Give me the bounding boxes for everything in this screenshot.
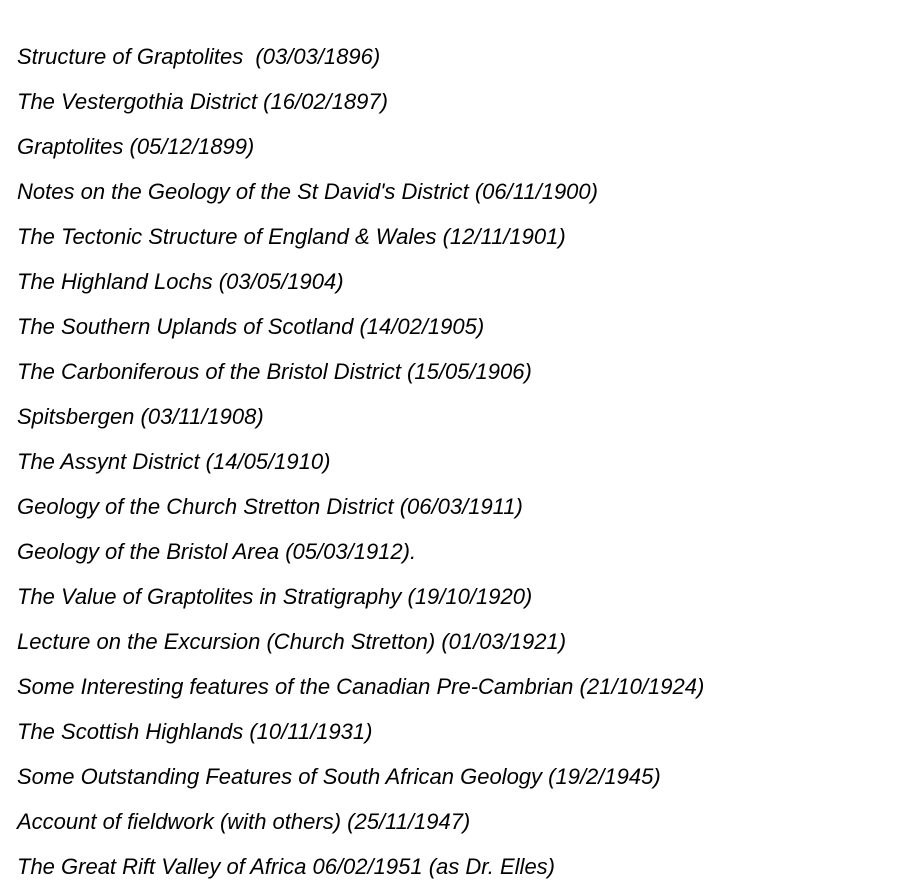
list-item: Notes on the Geology of the St David's District (06/11/1900) xyxy=(17,179,598,204)
list-item: Lecture on the Excursion (Church Stretton) (01/03/1921) xyxy=(17,629,567,654)
list-item: The Tectonic Structure of England & Wales (12/11/1901) xyxy=(17,224,566,249)
list-item: Some Outstanding Features of South African Geology (19/2/1945) xyxy=(17,764,661,789)
list-item: The Scottish Highlands (10/11/1931) xyxy=(17,719,373,744)
list-item: Spitsbergen (03/11/1908) xyxy=(17,404,264,429)
list-item: Structure of Graptolites (03/03/1896) xyxy=(17,44,381,69)
list-item: The Value of Graptolites in Stratigraphy (19/10/1920) xyxy=(17,584,533,609)
list-item: Graptolites (05/12/1899) xyxy=(17,134,255,159)
list-item: Geology of the Church Stretton District (06/03/1911) xyxy=(17,494,523,519)
lecture-list xyxy=(17,34,704,889)
list-item: Account of fieldwork (with others) (25/11/1947) xyxy=(17,809,471,834)
list-item: Some Interesting features of the Canadian Pre-Cambrian (21/10/1924) xyxy=(17,674,705,699)
list-item: The Carboniferous of the Bristol District (15/05/1906) xyxy=(17,359,532,384)
list-item: The Southern Uplands of Scotland (14/02/1905) xyxy=(17,314,485,339)
list-item: The Highland Lochs (03/05/1904) xyxy=(17,269,344,294)
list-item: The Great Rift Valley of Africa 06/02/1951 (as Dr. Elles) xyxy=(17,854,556,879)
list-item: Geology of the Bristol Area (05/03/1912). xyxy=(17,539,417,564)
list-item: The Assynt District (14/05/1910) xyxy=(17,449,331,474)
list-item: The Vestergothia District (16/02/1897) xyxy=(17,89,388,114)
